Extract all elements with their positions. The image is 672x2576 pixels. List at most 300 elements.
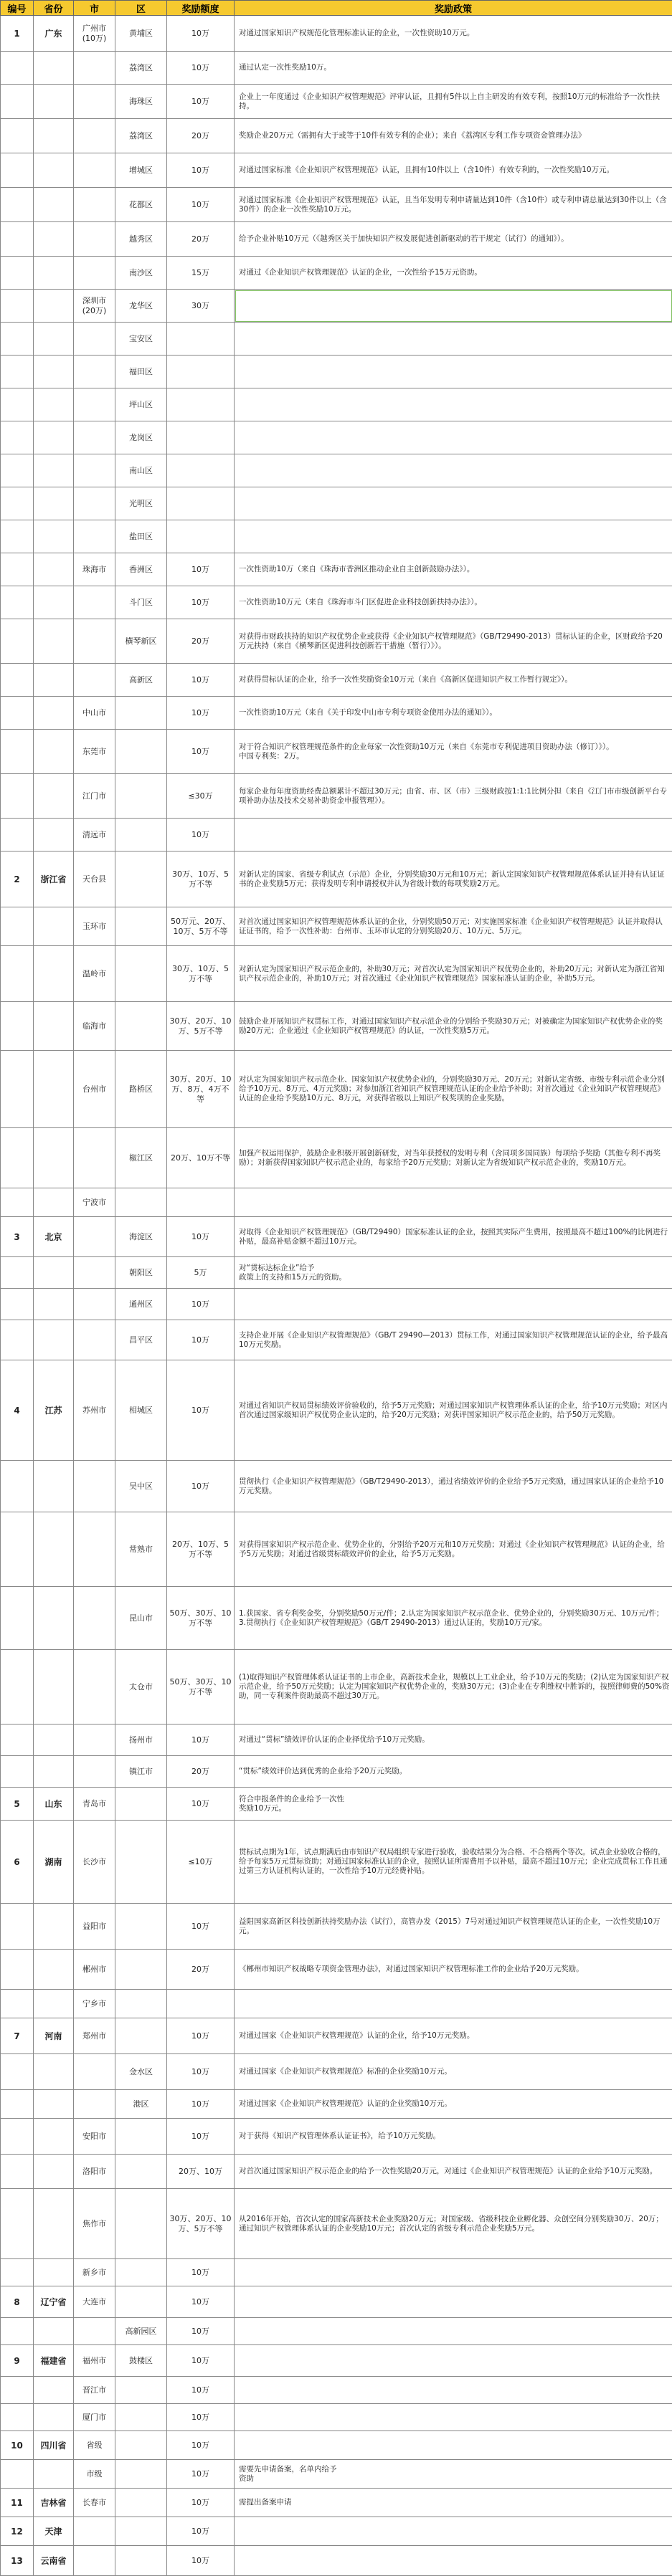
- province-cell: [34, 586, 74, 619]
- amount-cell: 15万: [167, 257, 235, 290]
- province-cell: [34, 1002, 74, 1051]
- no-cell: [1, 2189, 34, 2259]
- province-cell: [34, 290, 74, 323]
- district-cell: 海珠区: [115, 85, 167, 119]
- district-cell: [115, 1788, 167, 1821]
- province-cell: [34, 85, 74, 119]
- city-cell: 广州市 (10万): [74, 16, 115, 52]
- district-cell: 相城区: [115, 1360, 167, 1461]
- header-no: 编号: [1, 1, 34, 16]
- policy-cell: [235, 1990, 672, 2018]
- policy-cell: 对通过国家《企业知识产权管理规范》认证的企业奖励10万元。: [235, 2090, 672, 2119]
- policy-cell: 对获得国家知识产权示范企业、优势企业的，分别给予20万元和10万元奖励；对通过《企业知识产权管理规范》认证的企业，给予5万元奖励；对通过省级贯标绩效评价的企业，给予5万元奖励。: [235, 1512, 672, 1587]
- policy-cell: [235, 1188, 672, 1217]
- amount-cell: [167, 421, 235, 454]
- table-row: [1, 907, 672, 946]
- amount-cell: 10万: [167, 2119, 235, 2155]
- amount-cell: [167, 356, 235, 388]
- city-cell: [74, 2054, 115, 2090]
- province-cell: [34, 2259, 74, 2286]
- district-cell: 常熟市: [115, 1512, 167, 1587]
- province-cell: [34, 188, 74, 222]
- amount-cell: 10万: [167, 2018, 235, 2054]
- city-cell: [74, 454, 115, 487]
- policy-cell: [235, 2259, 672, 2286]
- no-cell: [1, 730, 34, 774]
- amount-cell: 10万: [167, 2460, 235, 2489]
- amount-cell: 10万: [167, 1725, 235, 1756]
- city-cell: 宁乡市: [74, 1990, 115, 2018]
- policy-cell: 对通过国家知识产权规范化管理标准认证的企业，一次性资助10万元。: [235, 16, 672, 52]
- province-cell: 广东: [34, 16, 74, 52]
- no-cell: [1, 388, 34, 421]
- province-cell: 山东: [34, 1788, 74, 1821]
- province-cell: 河南: [34, 2018, 74, 2054]
- province-cell: [34, 553, 74, 586]
- province-cell: [34, 619, 74, 664]
- province-cell: [34, 454, 74, 487]
- policy-cell: 对首次通过国家知识产权管理规范体系认证的企业，分别奖励50万元；对实施国家标准《企业知识产权管理规范》认证并取得认证证书的，给予一次性补助：台州市、玉环市认定的分别奖励20万、10万元、5万元。: [235, 907, 672, 946]
- no-cell: [1, 454, 34, 487]
- district-cell: [115, 1188, 167, 1217]
- amount-cell: [167, 388, 235, 421]
- district-cell: 南沙区: [115, 257, 167, 290]
- amount-cell: [167, 1990, 235, 2018]
- table-row: [1, 2155, 672, 2189]
- no-cell: 2: [1, 851, 34, 907]
- province-cell: 江苏: [34, 1360, 74, 1461]
- table-row: [1, 52, 672, 85]
- no-cell: 7: [1, 2018, 34, 2054]
- province-cell: [34, 2090, 74, 2119]
- policy-cell: (1)取得知识产权管理体系认证证书的上市企业，高新技术企业，规模以上工业企业，给予10万元的奖励；(2)认定为国家知识产权示范企业，给予50万元奖励；认定为国家知识产权优势企业的，奖励30万元；(3)企业在专利维权中胜诉的，按照律师费的50%资助，同一专利案件资助最高不超过30万元。: [235, 1650, 672, 1725]
- policy-cell: [235, 454, 672, 487]
- province-cell: [34, 1587, 74, 1650]
- policy-cell: 需提出备案申请: [235, 2489, 672, 2517]
- table-body: [1, 16, 672, 2576]
- policy-cell: 鼓励企业开展知识产权贯标工作，对通过国家知识产权示范企业的分别给予奖励30万元；对被确定为国家知识产权优势企业的奖励20万元；企业通过《企业知识产权管理规范》的认证，一次性奖励5万元。: [235, 1002, 672, 1051]
- district-cell: 扬州市: [115, 1725, 167, 1756]
- province-cell: [34, 520, 74, 553]
- province-cell: [34, 2460, 74, 2489]
- city-cell: 珠海市: [74, 553, 115, 586]
- district-cell: 黄埔区: [115, 16, 167, 52]
- city-cell: 大连市: [74, 2286, 115, 2318]
- district-cell: [115, 1002, 167, 1051]
- no-cell: [1, 421, 34, 454]
- no-cell: [1, 1257, 34, 1289]
- no-cell: [1, 2119, 34, 2155]
- header-province: 省份: [34, 1, 74, 16]
- table-row: [1, 2189, 672, 2259]
- amount-cell: ≤10万: [167, 1821, 235, 1904]
- city-cell: [74, 2546, 115, 2576]
- amount-cell: 10万: [167, 2489, 235, 2517]
- province-cell: [34, 2054, 74, 2090]
- table-row: [1, 2377, 672, 2404]
- district-cell: [115, 2377, 167, 2404]
- amount-cell: 20万: [167, 119, 235, 153]
- no-cell: [1, 1188, 34, 1217]
- district-cell: [115, 2259, 167, 2286]
- district-cell: 横琴新区: [115, 619, 167, 664]
- province-cell: [34, 257, 74, 290]
- city-cell: 洛阳市: [74, 2155, 115, 2189]
- province-cell: [34, 1950, 74, 1990]
- city-cell: 晋江市: [74, 2377, 115, 2404]
- table-row: [1, 16, 672, 52]
- no-cell: [1, 222, 34, 257]
- policy-cell: 对通过国家标准《企业知识产权管理规范》认证，且当年发明专利申请量达到10件（含10件）或专利申请总量达到30件以上（含30件）的企业一次性奖励10万元。: [235, 188, 672, 222]
- city-cell: 玉环市: [74, 907, 115, 946]
- city-cell: 江门市: [74, 774, 115, 819]
- amount-cell: 10万: [167, 153, 235, 188]
- province-cell: 辽宁省: [34, 2286, 74, 2318]
- province-cell: 云南省: [34, 2546, 74, 2576]
- amount-cell: [167, 520, 235, 553]
- table-row: [1, 454, 672, 487]
- province-cell: [34, 1051, 74, 1128]
- district-cell: [115, 2489, 167, 2517]
- district-cell: 太仓市: [115, 1650, 167, 1725]
- table-row: [1, 1461, 672, 1512]
- district-cell: [115, 1990, 167, 2018]
- policy-cell: [235, 388, 672, 421]
- policy-cell: [235, 2546, 672, 2576]
- city-cell: [74, 1756, 115, 1788]
- city-cell: 长沙市: [74, 1821, 115, 1904]
- province-cell: [34, 421, 74, 454]
- province-cell: 吉林省: [34, 2489, 74, 2517]
- district-cell: [115, 2119, 167, 2155]
- policy-cell: [235, 2318, 672, 2345]
- table-row: [1, 2259, 672, 2286]
- no-cell: [1, 1650, 34, 1725]
- province-cell: [34, 1128, 74, 1188]
- amount-cell: 10万: [167, 1289, 235, 1320]
- province-cell: [34, 1512, 74, 1587]
- amount-cell: 10万: [167, 1461, 235, 1512]
- policy-cell: 对于符合知识产权管理规范条件的企业每家一次性资助10万元（来自《东莞市专利促进项目资助办法（修订）》）。 中国专利奖：2万。: [235, 730, 672, 774]
- district-cell: 增城区: [115, 153, 167, 188]
- no-cell: [1, 290, 34, 323]
- province-cell: 湖南: [34, 1821, 74, 1904]
- table-row: [1, 1725, 672, 1756]
- no-cell: [1, 1320, 34, 1360]
- no-cell: [1, 619, 34, 664]
- policy-cell: 对通过“贯标”绩效评价认证的企业择优给予10万元奖励。: [235, 1725, 672, 1756]
- amount-cell: 20万: [167, 222, 235, 257]
- table-row: [1, 290, 672, 323]
- table-row: [1, 2431, 672, 2460]
- table-row: [1, 85, 672, 119]
- policy-cell: 加强产权运用保护，鼓励企业积极开展创新研发，对当年获授权的发明专利（含同项多国同族）每项给予奖励（其他专利不再奖励）；对新获得国家知识产权示范企业的，每家给予20万元奖励；对新认定为省级知识产权示范企业的，奖励10万元。: [235, 1128, 672, 1188]
- policy-cell: 支持企业开展《企业知识产权管理规范》（GB/T 29490—2013）贯标工作，对通过国家知识产权管理规范认证的企业，给予最高10万元奖励。: [235, 1320, 672, 1360]
- policy-cell: [235, 2345, 672, 2377]
- policy-cell: 对认定为国家知识产权示范企业、国家知识产权优势企业的，分别奖励30万元、20万元；对新认定省级、市级专利示范企业分别给予10万元、8万元、4万元奖励；对参加浙江省知识产权管理规范认证的企业给予补助；对首次通过《企业知识产权管理规范》认证的企业给予奖励10万元、8万元，对获得省级以上知识产权奖项的企业奖励。: [235, 1051, 672, 1128]
- city-cell: [74, 257, 115, 290]
- policy-cell: 对获得市财政扶持的知识产权优势企业或获得《企业知识产权管理规范》（GB/T29490-2013）贯标认证的企业，区财政给予20万元扶持（来自《横琴新区促进科技创新若干措施（暂行）》）。: [235, 619, 672, 664]
- city-cell: 温岭市: [74, 946, 115, 1002]
- district-cell: 荔湾区: [115, 119, 167, 153]
- district-cell: 镇江市: [115, 1756, 167, 1788]
- province-cell: [34, 119, 74, 153]
- district-cell: 龙华区: [115, 290, 167, 323]
- policy-cell: 对首次通过国家知识产权示范企业的给予一次性奖励20万元，对通过《企业知识产权管理规范》认证的企业给予10万元奖励。: [235, 2155, 672, 2189]
- district-cell: 宝安区: [115, 323, 167, 356]
- district-cell: 光明区: [115, 487, 167, 520]
- city-cell: 焦作市: [74, 2189, 115, 2259]
- table-row: [1, 2018, 672, 2054]
- district-cell: [115, 2517, 167, 2546]
- policy-cell: [235, 2431, 672, 2460]
- city-cell: 台州市: [74, 1051, 115, 1128]
- city-cell: [74, 52, 115, 85]
- amount-cell: 5万: [167, 1257, 235, 1289]
- no-cell: 4: [1, 1360, 34, 1461]
- district-cell: 南山区: [115, 454, 167, 487]
- no-cell: [1, 2377, 34, 2404]
- district-cell: 昆山市: [115, 1587, 167, 1650]
- district-cell: 金水区: [115, 2054, 167, 2090]
- province-cell: [34, 323, 74, 356]
- amount-cell: 20万: [167, 619, 235, 664]
- no-cell: [1, 1990, 34, 2018]
- city-cell: 天台县: [74, 851, 115, 907]
- city-cell: 郑州市: [74, 2018, 115, 2054]
- table-row: [1, 1051, 672, 1128]
- no-cell: [1, 1051, 34, 1128]
- header-row: [1, 1, 672, 16]
- city-cell: [74, 388, 115, 421]
- policy-cell: 对“贯标达标企业”给予 政策上的支持和15万元的资助。: [235, 1257, 672, 1289]
- no-cell: [1, 520, 34, 553]
- district-cell: 盐田区: [115, 520, 167, 553]
- district-cell: [115, 2018, 167, 2054]
- table-row: [1, 2345, 672, 2377]
- district-cell: [115, 2546, 167, 2576]
- no-cell: [1, 356, 34, 388]
- district-cell: [115, 2404, 167, 2431]
- policy-cell: 《郴州市知识产权战略专项资金管理办法》，对通过国家知识产权管理标准工作的企业给予20万元奖励。: [235, 1950, 672, 1990]
- district-cell: 椒江区: [115, 1128, 167, 1188]
- amount-cell: 10万: [167, 2404, 235, 2431]
- city-cell: [74, 1128, 115, 1188]
- amount-cell: 10万: [167, 586, 235, 619]
- policy-cell: 给予企业补贴10万元（《越秀区关于加快知识产权发展促进创新驱动的若干规定（试行）的通知》）。: [235, 222, 672, 257]
- policy-cell: [235, 819, 672, 851]
- amount-cell: 10万: [167, 697, 235, 730]
- policy-cell: 需要先申请备案，名单内给予 资助: [235, 2460, 672, 2489]
- province-cell: [34, 1650, 74, 1725]
- policy-cell: [235, 1289, 672, 1320]
- district-cell: [115, 2286, 167, 2318]
- district-cell: 港区: [115, 2090, 167, 2119]
- header-amount: 奖励额度: [167, 1, 235, 16]
- province-cell: [34, 664, 74, 697]
- district-cell: [115, 819, 167, 851]
- table-row: [1, 1188, 672, 1217]
- table-row: [1, 222, 672, 257]
- province-cell: [34, 946, 74, 1002]
- table-row: [1, 1587, 672, 1650]
- district-cell: 越秀区: [115, 222, 167, 257]
- province-cell: [34, 2155, 74, 2189]
- table-row: [1, 1360, 672, 1461]
- city-cell: 厦门市: [74, 2404, 115, 2431]
- province-cell: 浙江省: [34, 851, 74, 907]
- table-row: [1, 487, 672, 520]
- no-cell: [1, 664, 34, 697]
- table-row: [1, 1512, 672, 1587]
- city-cell: [74, 421, 115, 454]
- province-cell: [34, 2189, 74, 2259]
- table-row: [1, 851, 672, 907]
- district-cell: [115, 1950, 167, 1990]
- amount-cell: 20万、10万不等: [167, 1128, 235, 1188]
- no-cell: [1, 1904, 34, 1950]
- amount-cell: 10万: [167, 2259, 235, 2286]
- city-cell: 临海市: [74, 1002, 115, 1051]
- no-cell: 1: [1, 16, 34, 52]
- table-row: [1, 356, 672, 388]
- table-row: [1, 257, 672, 290]
- province-cell: [34, 819, 74, 851]
- no-cell: [1, 1002, 34, 1051]
- district-cell: [115, 774, 167, 819]
- province-cell: 福建省: [34, 2345, 74, 2377]
- district-cell: 龙岗区: [115, 421, 167, 454]
- table-row: [1, 323, 672, 356]
- province-cell: [34, 2377, 74, 2404]
- city-cell: 新乡市: [74, 2259, 115, 2286]
- district-cell: 通州区: [115, 1289, 167, 1320]
- district-cell: 荔湾区: [115, 52, 167, 85]
- district-cell: 吴中区: [115, 1461, 167, 1512]
- city-cell: [74, 2517, 115, 2546]
- city-cell: [74, 586, 115, 619]
- city-cell: [74, 356, 115, 388]
- city-cell: [74, 1320, 115, 1360]
- table-row: [1, 2517, 672, 2546]
- province-cell: [34, 2318, 74, 2345]
- no-cell: [1, 188, 34, 222]
- no-cell: [1, 774, 34, 819]
- no-cell: [1, 586, 34, 619]
- city-cell: [74, 222, 115, 257]
- amount-cell: 10万: [167, 2517, 235, 2546]
- table-row: [1, 553, 672, 586]
- district-cell: 路桥区: [115, 1051, 167, 1128]
- amount-cell: 20万: [167, 1950, 235, 1990]
- amount-cell: 10万: [167, 2345, 235, 2377]
- policy-cell: [235, 2377, 672, 2404]
- no-cell: [1, 553, 34, 586]
- city-cell: 安阳市: [74, 2119, 115, 2155]
- district-cell: [115, 1904, 167, 1950]
- amount-cell: 20万: [167, 1756, 235, 1788]
- table-row: [1, 1257, 672, 1289]
- city-cell: 青岛市: [74, 1788, 115, 1821]
- no-cell: 11: [1, 2489, 34, 2517]
- amount-cell: 10万: [167, 2286, 235, 2318]
- no-cell: 12: [1, 2517, 34, 2546]
- amount-cell: [167, 454, 235, 487]
- city-cell: [74, 153, 115, 188]
- policy-cell: 对通过国家标准《企业知识产权管理规范》认证，且拥有10件以上（含10件）有效专利的，一次性奖励10万元。: [235, 153, 672, 188]
- amount-cell: 30万、10万、5万不等: [167, 851, 235, 907]
- no-cell: [1, 52, 34, 85]
- amount-cell: 10万: [167, 16, 235, 52]
- city-cell: [74, 85, 115, 119]
- no-cell: 5: [1, 1788, 34, 1821]
- no-cell: [1, 1725, 34, 1756]
- district-cell: 鼓楼区: [115, 2345, 167, 2377]
- no-cell: [1, 946, 34, 1002]
- policy-cell: 对新认定为国家知识产权示范企业的，补助30万元；对首次认定为国家知识产权优势企业的，补助20万元；对新认定为浙江省知识产权示范企业的，补助10万元；对首次通过《企业知识产权管理规范》国家标准认证的企业，补助5万元。: [235, 946, 672, 1002]
- amount-cell: 50万、30万、10万不等: [167, 1587, 235, 1650]
- district-cell: [115, 946, 167, 1002]
- province-cell: [34, 774, 74, 819]
- no-cell: [1, 907, 34, 946]
- amount-cell: 50万、30万、10万不等: [167, 1650, 235, 1725]
- table-row: [1, 421, 672, 454]
- district-cell: 海淀区: [115, 1217, 167, 1257]
- province-cell: [34, 153, 74, 188]
- table-row: [1, 2054, 672, 2090]
- header-city: 市: [74, 1, 115, 16]
- city-cell: [74, 2090, 115, 2119]
- city-cell: 深圳市 (20万): [74, 290, 115, 323]
- city-cell: 省级: [74, 2431, 115, 2460]
- district-cell: [115, 730, 167, 774]
- no-cell: [1, 487, 34, 520]
- city-cell: [74, 1217, 115, 1257]
- district-cell: 福田区: [115, 356, 167, 388]
- city-cell: [74, 664, 115, 697]
- table-row: [1, 1650, 672, 1725]
- policy-cell: 一次性资助10万元（来自《关于印发中山市专利专项资金使用办法的通知》）。: [235, 697, 672, 730]
- province-cell: 北京: [34, 1217, 74, 1257]
- policy-cell: 对取得《企业知识产权管理规范》（GB/T29490）国家标准认证的企业，按照其实际产生费用，按照最高不超过100%的比例进行补贴，最高补贴金额不超过10万元。: [235, 1217, 672, 1257]
- policy-cell: [235, 487, 672, 520]
- no-cell: [1, 1587, 34, 1650]
- amount-cell: 30万、20万、10万、8万、4万不等: [167, 1051, 235, 1128]
- table-row: [1, 2546, 672, 2576]
- city-cell: [74, 1257, 115, 1289]
- table-row: [1, 1320, 672, 1360]
- amount-cell: 30万、20万、10万、5万不等: [167, 1002, 235, 1051]
- policy-cell: 对获得贯标认证的企业，给予一次性奖励资金10万元（来自《高新区促进知识产权工作暂行规定》）。: [235, 664, 672, 697]
- no-cell: [1, 85, 34, 119]
- no-cell: [1, 2259, 34, 2286]
- city-cell: 清远市: [74, 819, 115, 851]
- table-row: [1, 1756, 672, 1788]
- province-cell: [34, 730, 74, 774]
- amount-cell: 10万: [167, 2090, 235, 2119]
- no-cell: [1, 1950, 34, 1990]
- policy-cell: 1.获国家、省专利奖金奖，分别奖励50万元/件；2.认定为国家知识产权示范企业、优势企业的，分别奖励30万元、10万元/件；3.贯彻执行《企业知识产权管理规范》（GB/T 29490-2013）通过认证的，奖励10万元/家。: [235, 1587, 672, 1650]
- amount-cell: 10万: [167, 1788, 235, 1821]
- amount-cell: 20万、10万、5万不等: [167, 1512, 235, 1587]
- table-row: [1, 1128, 672, 1188]
- amount-cell: 50万元、20万、10万、5万不等: [167, 907, 235, 946]
- city-cell: 益阳市: [74, 1904, 115, 1950]
- amount-cell: 10万: [167, 2054, 235, 2090]
- policy-cell: [235, 323, 672, 356]
- policy-cell: 对通过《企业知识产权管理规范》认证的企业，一次性给予15万元资助。: [235, 257, 672, 290]
- province-cell: [34, 1188, 74, 1217]
